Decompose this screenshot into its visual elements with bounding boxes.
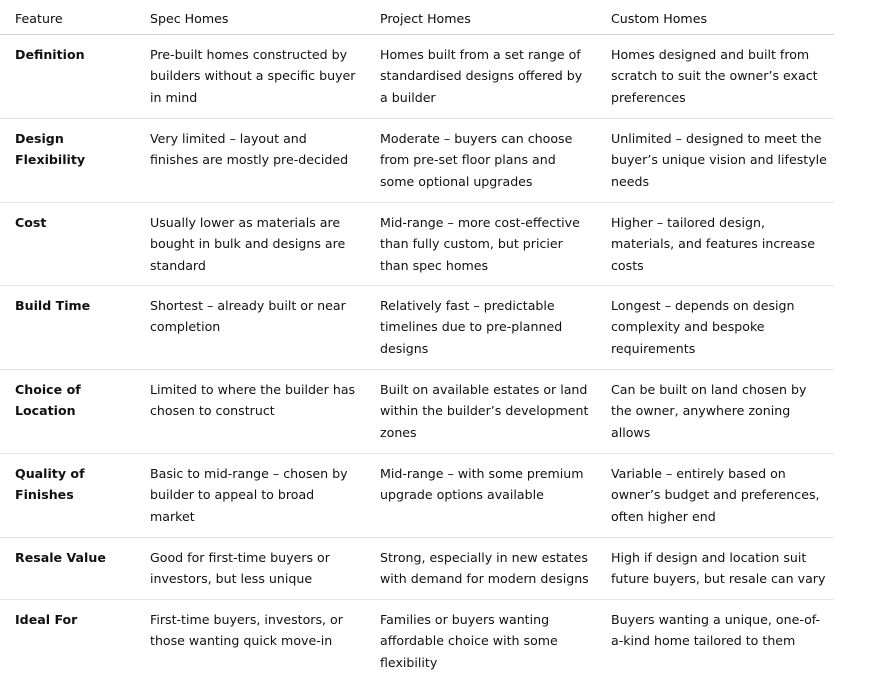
project-homes-cell: Strong, especially in new estates with demand for modern designs bbox=[365, 537, 596, 599]
custom-homes-cell: Can be built on land chosen by the owner, anywhere zoning allows bbox=[596, 369, 834, 453]
row-feature-cell: Ideal For bbox=[15, 611, 78, 627]
spec-homes-cell: Limited to where the builder has chosen to construct bbox=[135, 369, 365, 453]
project-homes-cell: Built on available estates or land within the builder’s development zones bbox=[365, 369, 596, 453]
custom-homes-cell: Homes designed and built from scratch to suit the owner’s exact preferences bbox=[596, 34, 834, 118]
table-row bbox=[0, 202, 834, 285]
custom-homes-cell: Buyers wanting a unique, one-of-a-kind home tailored to them bbox=[611, 611, 821, 648]
custom-homes-cell: Higher – tailored design, materials, and features increase costs bbox=[596, 202, 834, 285]
custom-homes-cell: High if design and location suit future buyers, but resale can vary bbox=[596, 537, 834, 599]
row-feature-cell: Quality of Finishes bbox=[0, 453, 135, 537]
table-header-row bbox=[0, 0, 834, 34]
project-homes-cell: Mid-range – with some premium upgrade options available bbox=[365, 453, 596, 537]
custom-homes-cell: Unlimited – designed to meet the buyer’s unique vision and lifestyle needs bbox=[596, 118, 834, 202]
row-feature-cell: Design Flexibility bbox=[0, 118, 135, 202]
project-homes-cell: Mid-range – more cost-effective than fully custom, but pricier than spec homes bbox=[365, 202, 596, 285]
project-homes-cell: Homes built from a set range of standardised designs offered by a builder bbox=[365, 34, 596, 118]
project-homes-cell: Families or buyers wanting affordable choice with some flexibility bbox=[380, 611, 558, 670]
row-feature-cell: Choice of Location bbox=[0, 369, 135, 453]
header-custom-homes: Custom Homes bbox=[596, 0, 834, 34]
custom-homes-cell: Variable – entirely based on owner’s budget and preferences, often higher end bbox=[596, 453, 834, 537]
table-row bbox=[0, 369, 834, 453]
table-row bbox=[0, 34, 834, 118]
header-spec-homes: Spec Homes bbox=[135, 0, 365, 34]
spec-homes-cell: Usually lower as materials are bought in bulk and designs are standard bbox=[135, 202, 365, 285]
spec-homes-cell: Good for first-time buyers or investors, but less unique bbox=[135, 537, 365, 599]
custom-homes-cell: Longest – depends on design complexity and bespoke requirements bbox=[596, 285, 834, 369]
table-row bbox=[0, 118, 834, 202]
table-row bbox=[0, 285, 834, 369]
table-row bbox=[0, 599, 834, 677]
row-feature-cell: Definition bbox=[0, 34, 135, 118]
spec-homes-cell: Very limited – layout and finishes are mostly pre-decided bbox=[135, 118, 365, 202]
spec-homes-cell: First-time buyers, investors, or those wanting quick move-in bbox=[150, 611, 343, 648]
table-row bbox=[0, 453, 834, 537]
table-row bbox=[0, 537, 834, 599]
header-feature: Feature bbox=[0, 0, 135, 34]
header-project-homes: Project Homes bbox=[365, 0, 596, 34]
row-feature-cell: Cost bbox=[0, 202, 135, 285]
project-homes-cell: Moderate – buyers can choose from pre-set floor plans and some optional upgrades bbox=[365, 118, 596, 202]
row-feature-cell: Resale Value bbox=[0, 537, 135, 599]
project-homes-cell: Relatively fast – predictable timelines due to pre-planned designs bbox=[365, 285, 596, 369]
spec-homes-cell: Shortest – already built or near completion bbox=[135, 285, 365, 369]
spec-homes-cell: Pre-built homes constructed by builders without a specific buyer in mind bbox=[135, 34, 365, 118]
row-feature-cell: Build Time bbox=[0, 285, 135, 369]
spec-homes-cell: Basic to mid-range – chosen by builder to appeal to broad market bbox=[135, 453, 365, 537]
